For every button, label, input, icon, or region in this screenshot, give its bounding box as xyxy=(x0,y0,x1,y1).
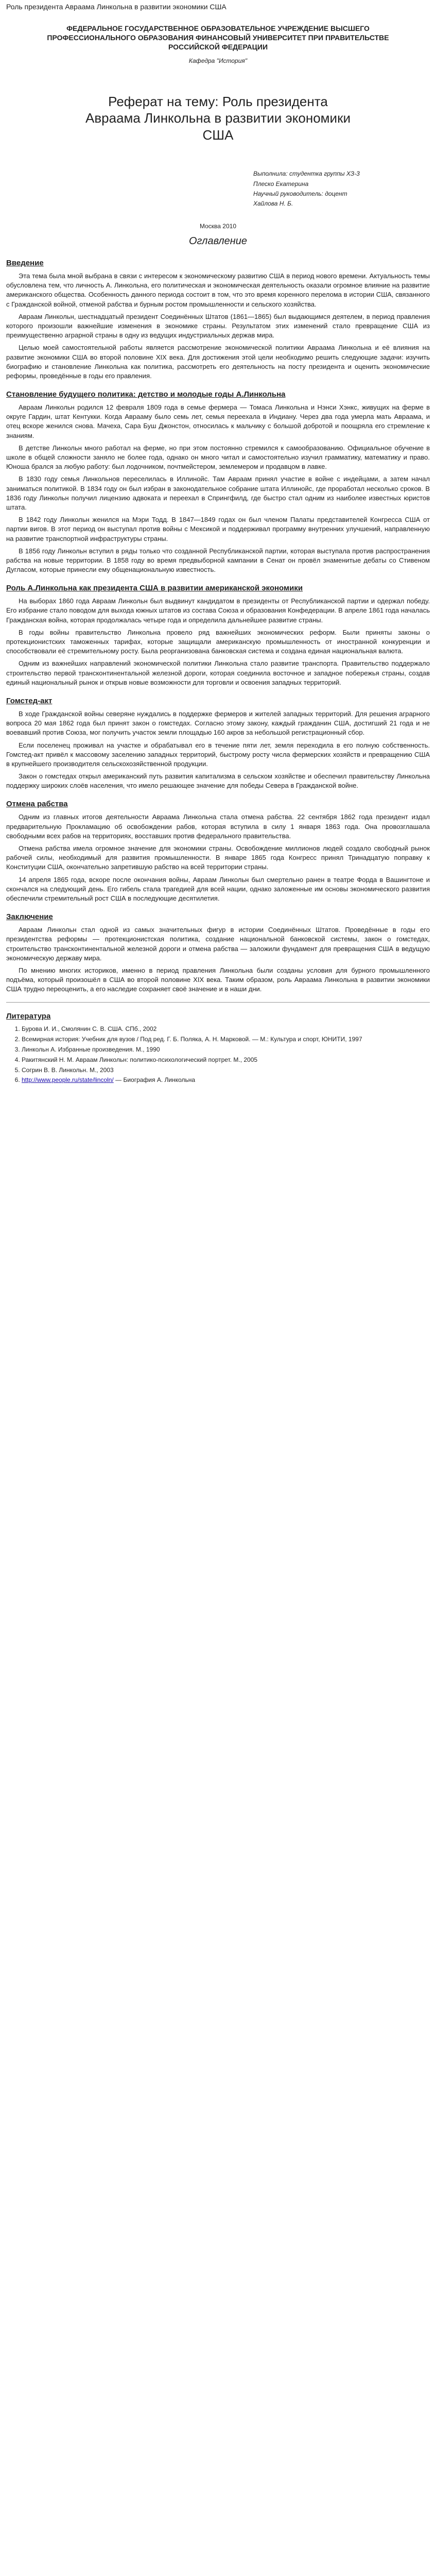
paragraph: Если поселенец проживал на участке и обрабатывал его в течение пяти лет, земля переходила в его полную собственность. Гомстед-акт привёл к массовому заселению западных территорий, быстрому росту числа фермерских хозяйств и превращению США в крупнейшего производителя сельскохозяйственной продукции. xyxy=(6,741,430,768)
references-list xyxy=(22,1025,430,1084)
paragraph: Авраам Линкольн родился 12 февраля 1809 года в семье фермера — Томаса Линкольна и Нэнси Хэнкс, живущих на ферме в округе Гардин, штат Кентукки. Когда Аврааму было семь лет, семья переехала в Индиану. Через два года умерла мать Авраама, и отец вскоре женился снова. Мачеха, Сара Буш Джонстон, относилась к мальчику с большой добротой и поощряла его стремление к знаниям. xyxy=(6,403,430,439)
section xyxy=(6,911,430,994)
reference-item xyxy=(22,1076,430,1084)
paragraph: 14 апреля 1865 года, вскоре после окончания войны, Авраам Линкольн был смертельно ранен в театре Форда в Вашингтоне и скончался на следующий день. Его гибель стала трагедией для всей нации, однако заложенные им основы экономического развития обеспечили стремительный рост США в последующие десятилетия. xyxy=(6,875,430,902)
reference-item: 1. Бурова И. И., Смолянин С. В. США. СПб., 2002 xyxy=(22,1025,430,1033)
reference-item: 3. Линкольн А. Избранные произведения. М., 1990 xyxy=(22,1045,430,1054)
paragraph: Авраам Линкольн стал одной из самых значительных фигур в истории Соединённых Штатов. Проведённые в годы его президентства реформы — протекционистская политика, создание национальной банковской системы, закон о гомстедах, строительство трансконтинентальной железной дороги и отмена рабства — заложили фундамент для превращения США в ведущую экономическую державу мира. xyxy=(6,926,430,962)
sections-container xyxy=(6,258,430,994)
paragraph: Закон о гомстедах открыл американский путь развития капитализма в сельском хозяйстве и обеспечил правительству Линкольна поддержку широких слоёв населения, что имело решающее значение для победы Севера в Гражданской войне. xyxy=(6,772,430,790)
referat-title: Реферат на тему: Роль президента Авраама Линкольна в развитии экономики США xyxy=(85,93,351,143)
paragraph: В 1842 году Линкольн женился на Мэри Тодд. В 1847—1849 годах он был членом Палаты представителей Конгресса США от партии вигов. В этот период он выступал против войны с Мексикой и поддерживал программу внутренних улучшений, направленную на развитие транспортной инфраструктуры страны. xyxy=(6,516,430,543)
author-line: Научный руководитель: доцент xyxy=(253,190,347,197)
section xyxy=(6,696,430,791)
document xyxy=(0,0,436,1096)
paragraph: В годы войны правительство Линкольна провело ряд важнейших экономических реформ. Были приняты законы о протекционистских таможенных тарифах, которые защищали американскую промышленность от иностранной конкуренции и способствовали её стремительному росту. Была реорганизована банковская система и создана единая национальная валюта. xyxy=(6,628,430,655)
author-block xyxy=(253,169,430,209)
paragraph: Авраам Линкольн, шестнадцатый президент Соединённых Штатов (1861—1865) был выдающимся деятелем, в период правления которого произошли важнейшие изменения в экономике страны. Результатом этих изменений стало превращение США из преимущественно аграрной страны в одну из ведущих индустриальных держав мира. xyxy=(6,312,430,340)
section xyxy=(6,389,430,574)
section-heading: Роль А.Линкольна как президента США в развитии американской экономики xyxy=(6,584,303,593)
city-year: Москва 2010 xyxy=(200,223,236,230)
reference-link-label: — Биография А. Линкольна xyxy=(115,1076,196,1084)
paragraph: На выборах 1860 года Авраам Линкольн был выдвинут кандидатом в президенты от Республиканской партии и одержал победу. Его избрание стало поводом для выхода южных штатов из состава Союза и образования Конфедерации. В апреле 1861 года началась Гражданская война, которая продолжалась четыре года и определила дальнейшее развитие страны. xyxy=(6,597,430,624)
reference-item: 4. Ракитянский Н. М. Авраам Линкольн: политико-психологический портрет. М., 2005 xyxy=(22,1056,430,1064)
references-heading: Литература xyxy=(6,1012,51,1021)
section-heading: Становление будущего политика: детство и молодые годы А.Линкольна xyxy=(6,390,286,399)
section-heading: Заключение xyxy=(6,912,53,922)
section-heading: Отмена рабства xyxy=(6,800,68,809)
author-line: Выполнила: студентка группы ХЗ-3 xyxy=(253,170,360,178)
toc-title: Оглавление xyxy=(188,235,248,247)
author-line: Плеско Екатерина xyxy=(253,180,309,188)
kafedra: Кафедра "История" xyxy=(188,57,248,65)
paragraph: В 1830 году семья Линкольнов переселилась в Иллинойс. Там Авраам принял участие в войне с индейцами, а затем начал заниматься политикой. В 1834 году он был избран в законодательное собрание штата Иллинойс, где проработал несколько сроков. В 1836 году Линкольн получил лицензию адвоката и переехал в Спрингфилд, где быстро стал одним из наиболее известных юристов штата. xyxy=(6,475,430,511)
paragraph: Отмена рабства имела огромное значение для экономики страны. Освобождение миллионов людей создало свободный рынок рабочей силы, необходимый для развития промышленности. В январе 1865 года Конгресс принял Тринадцатую поправку к Конституции США, окончательно запретившую рабство на всей территории страны. xyxy=(6,844,430,871)
institution-name: ФЕДЕРАЛЬНОЕ ГОСУДАРСТВЕННОЕ ОБРАЗОВАТЕЛЬНОЕ УЧРЕЖДЕНИЕ ВЫСШЕГО ПРОФЕССИОНАЛЬНОГО ОБРАЗОВАНИЯ ФИНАНСОВЫЙ УНИВЕРСИТЕТ ПРИ ПРАВИТЕЛЬСТВЕ РОССИЙСКОЙ ФЕДЕРАЦИИ xyxy=(47,24,389,51)
paragraph: В детстве Линкольн много работал на ферме, но при этом постоянно стремился к самообразованию. Официальное обучение в школе в общей сложности заняло не более года, однако он много читал и самостоятельно изучил грамматику, математику и право. Юноша брался за любую работу: был лодочником, почтмейстером, землемером и продавцом в лавке. xyxy=(6,444,430,471)
paragraph: В 1856 году Линкольн вступил в ряды только что созданной Республиканской партии, которая выступала против распространения рабства на новые территории. В 1858 году во время предвыборной кампании в Сенат он провёл знаменитые дебаты со Стивеном Дугласом, которые принесли ему общенациональную известность. xyxy=(6,547,430,574)
paragraph: Целью моей самостоятельной работы является рассмотрение экономической политики Авраама Линкольна и её влияния на развитие экономики США во второй половине XIX века. Для достижения этой цели необходимо решить следующие задачи: изучить биографию и становление Линкольна как политика, рассмотреть его деятельность на посту президента и оценить экономические реформы, проведённые в годы его правления. xyxy=(6,344,430,380)
reference-item: 2. Всемирная история: Учебник для вузов / Под ред. Г. Б. Поляка, А. Н. Марковой. — М.: Культура и спорт, ЮНИТИ, 1997 xyxy=(22,1035,430,1044)
document-title: Роль президента Авраама Линкольна в развитии экономики США xyxy=(6,3,226,11)
reference-link[interactable]: http://www.people.ru/state/lincoln/ xyxy=(22,1076,114,1084)
paragraph: Одним из главных итогов деятельности Авраама Линкольна стала отмена рабства. 22 сентября 1862 года президент издал предварительную Прокламацию об освобождении рабов, которая вступила в силу 1 января 1863 года. Она провозглашала свободными всех рабов на территориях, восставших против федерального правительства. xyxy=(6,813,430,840)
section xyxy=(6,799,430,903)
author-line: Хайлова Н. Б. xyxy=(253,200,293,208)
paragraph: Одним из важнейших направлений экономической политики Линкольна стало развитие транспорта. Правительство поддержало строительство первой трансконтинентальной железной дороги, которая соединила восточное и западное побережья страны, создав единый национальный рынок и открыв новые возможности для торговли и освоения западных территорий. xyxy=(6,659,430,686)
paragraph: Эта тема была мной выбрана в связи с интересом к экономическому развитию США в период нового времени. Актуальность темы обусловлена тем, что личность А. Линкольна, его политическая и экономическая деятельность оказали огромное влияние на развитие американского общества. Особенность данного периода состоит в том, что это время коренного перелома в истории США, связанного с Гражданской войной, отменой рабства и бурным ростом промышленности и сельского хозяйства. xyxy=(6,272,430,308)
divider xyxy=(6,1002,430,1003)
section-heading: Введение xyxy=(6,259,44,267)
paragraph: По мнению многих историков, именно в период правления Линкольна были созданы условия для бурного промышленного подъёма, который произошёл в США во второй половине XIX века. Таким образом, роль Авраама Линкольна в развитии экономики США трудно переоценить, а его наследие сохраняет своё значение и в наши дни. xyxy=(6,966,430,993)
reference-item: 5. Согрин В. В. Линкольн. М., 2003 xyxy=(22,1066,430,1075)
paragraph: В ходе Гражданской войны северяне нуждались в поддержке фермеров и жителей западных территорий. Для решения аграрного вопроса 20 мая 1862 года был принят закон о гомстедах. Согласно этому закону, каждый гражданин США, достигший 21 года и не воевавший против Союза, мог получить участок земли площадью 160 акров за небольшой регистрационный сбор. xyxy=(6,709,430,737)
section xyxy=(6,258,430,381)
section-heading: Гомстед-акт xyxy=(6,696,53,705)
section xyxy=(6,583,430,687)
